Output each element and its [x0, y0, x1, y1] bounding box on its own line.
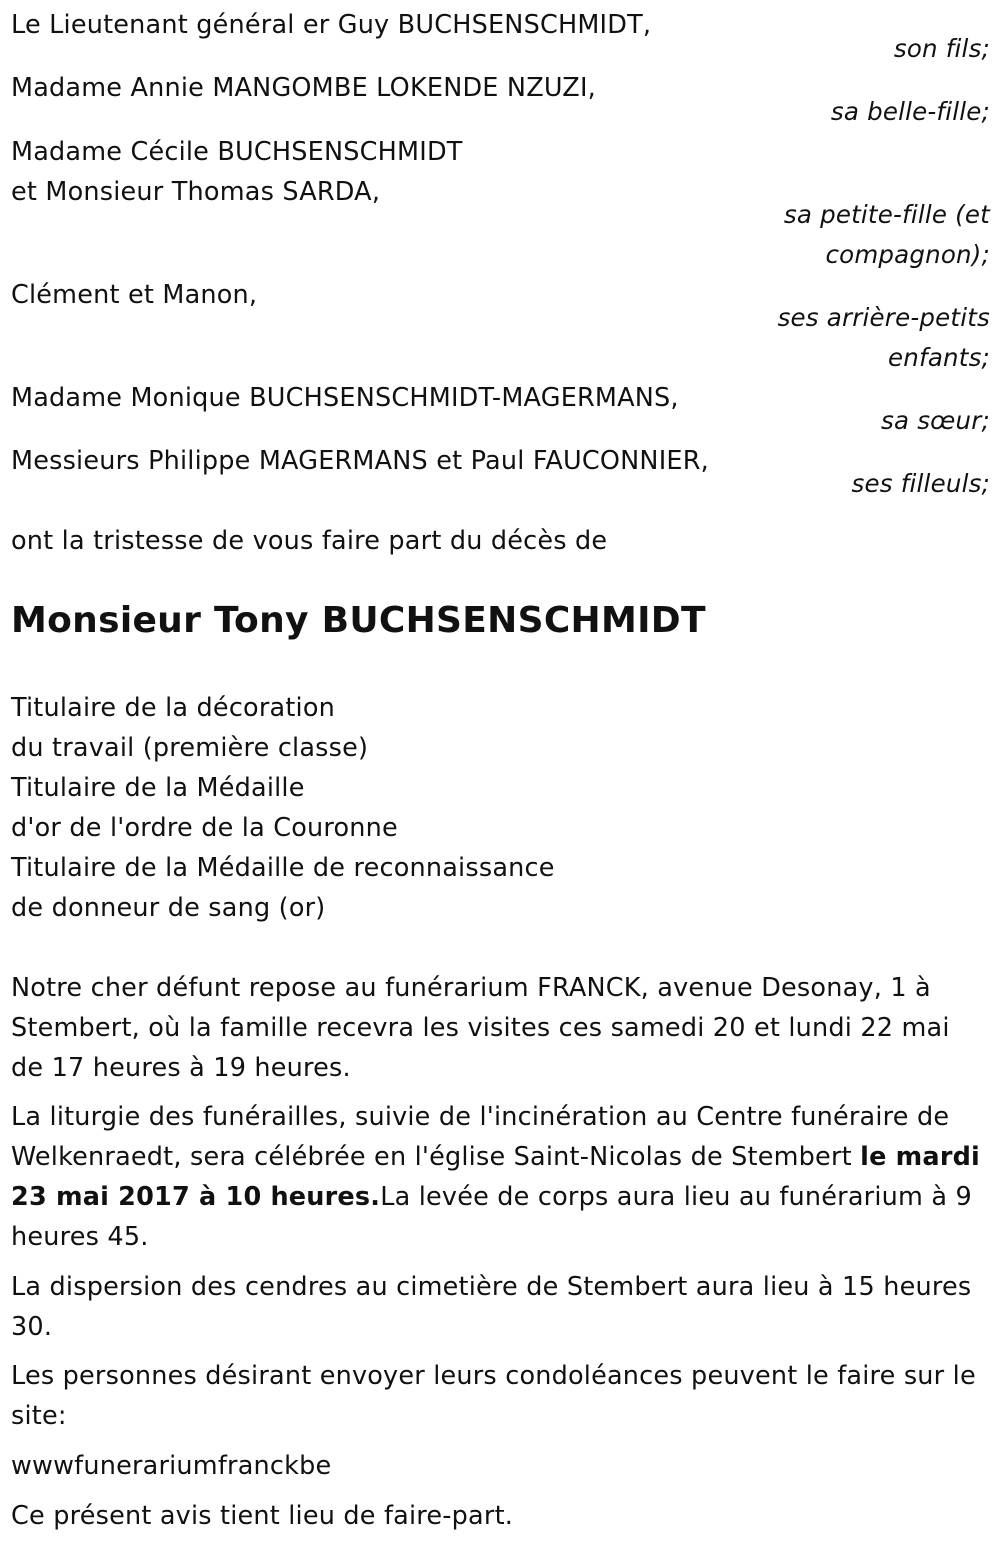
closing-text: Ce présent avis tient lieu de faire-part.	[11, 1501, 514, 1531]
honor-title-line: de donneur de sang (or)	[11, 893, 326, 923]
family-member-relation: compagnon);	[825, 240, 990, 269]
family-member-relation: sa petite-fille (et	[783, 200, 990, 229]
family-member-name: Le Lieutenant général er Guy BUCHSENSCHMIDT,	[11, 10, 652, 40]
condolences-paragraph: Les personnes désirant envoyer leurs condoléances peuvent le faire sur le site:	[11, 1361, 976, 1431]
family-member-name: Madame Annie MANGOMBE LOKENDE NZUZI,	[11, 73, 596, 103]
honor-title-line: Titulaire de la Médaille de reconnaissance	[11, 853, 555, 883]
family-member-name: Messieurs Philippe MAGERMANS et Paul FAUCONNIER,	[11, 446, 709, 476]
family-member-relation: sa belle-fille;	[830, 97, 990, 126]
announcement-text: ont la tristesse de vous faire part du décès de	[11, 526, 608, 556]
dispersion-paragraph: La dispersion des cendres au cimetière de Stembert aura lieu à 15 heures 30.	[11, 1272, 972, 1342]
website-link[interactable]: wwwfunerariumfranckbe	[11, 1451, 332, 1481]
liturgy-paragraph	[11, 1097, 986, 1257]
family-member-name: Madame Cécile BUCHSENSCHMIDT	[11, 137, 463, 167]
honor-title-line: d'or de l'ordre de la Couronne	[11, 813, 398, 843]
honor-title-line: du travail (première classe)	[11, 733, 369, 763]
honor-title-line: Titulaire de la Médaille	[11, 773, 305, 803]
family-member-relation: son fils;	[893, 34, 990, 63]
honor-title-line: Titulaire de la décoration	[11, 693, 335, 723]
liturgy-text-after: La levée de corps aura lieu au funérarium à 9 heures 45.	[11, 1182, 972, 1252]
family-member-name: Madame Monique BUCHSENSCHMIDT-MAGERMANS,	[11, 383, 679, 413]
liturgy-text: La liturgie des funérailles, suivie de l'incinération au Centre funéraire de Welkenraedt, sera célébrée en l'église Saint-Nicolas de Stembert	[11, 1102, 950, 1172]
deceased-name: Monsieur Tony BUCHSENSCHMIDT	[11, 600, 706, 641]
family-member-name: et Monsieur Thomas SARDA,	[11, 177, 381, 207]
family-member-relation: ses filleuls;	[851, 469, 990, 498]
liturgy-date: le mardi 23 mai 2017 à 10 heures.	[11, 1142, 981, 1212]
funerarium-paragraph: Notre cher défunt repose au funérarium FRANCK, avenue Desonay, 1 à Stembert, où la famille recevra les visites ces samedi 20 et lundi 22 mai de 17 heures à 19 heures.	[11, 973, 950, 1083]
family-member-relation: enfants;	[888, 343, 990, 372]
family-member-relation: ses arrière-petits	[777, 303, 990, 332]
family-member-name: Clément et Manon,	[11, 280, 258, 310]
family-member-relation: sa sœur;	[881, 406, 990, 435]
